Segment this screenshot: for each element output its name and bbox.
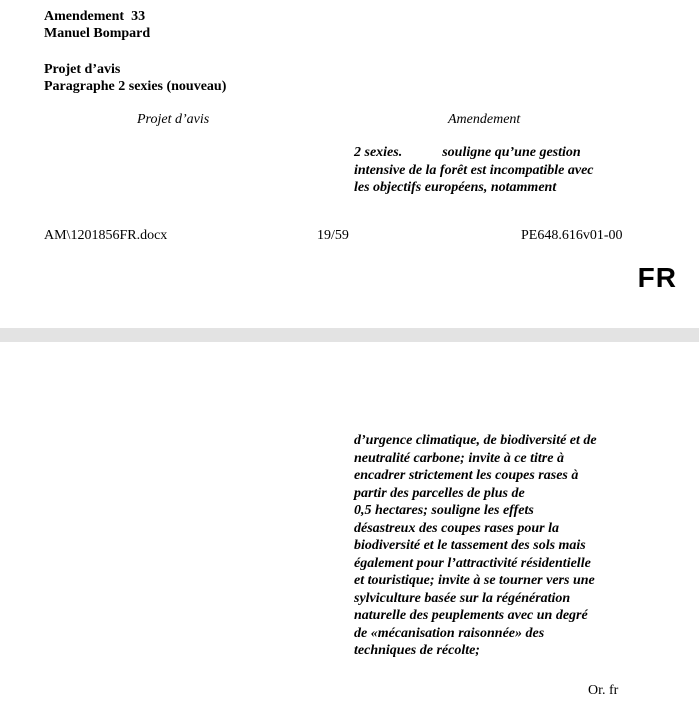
amendment-line: de «mécanisation raisonnée» des — [354, 625, 545, 641]
footer-page-number: 19/59 — [317, 228, 349, 243]
amendment-line: intensive de la forêt est incompatible avec — [354, 162, 594, 178]
amendment-line: partir des parcelles de plus de — [354, 485, 525, 501]
amendment-line: les objectifs européens, notamment — [354, 180, 557, 195]
original-language: Or. fr — [588, 683, 619, 698]
document-page-2 — [0, 342, 699, 706]
amendment-line: biodiversité et le tassement des sols mais — [354, 538, 586, 553]
language-code: FR — [637, 262, 677, 293]
amendment-first-line — [354, 144, 634, 162]
page-separator — [0, 328, 699, 342]
amendment-line: désastreux des coupes rases pour la — [354, 520, 559, 536]
amendment-first-line-text: souligne qu’une gestion — [442, 145, 581, 160]
amendment-line: encadrer strictement les coupes rases à — [354, 468, 579, 483]
document-page-1 — [0, 0, 699, 328]
amendment-line: neutralité carbone; invite à ce titre à — [354, 450, 564, 466]
footer-pe-number: PE648.616v01-00 — [521, 228, 623, 243]
amendment-number: Amendement 33 — [44, 9, 146, 24]
amendment-line: et touristique; invite à se tourner vers une — [354, 573, 595, 588]
column-heading-draft-opinion: Projet d’avis — [137, 112, 210, 127]
column-heading-amendment: Amendement — [448, 112, 521, 127]
amendment-text-part-1 — [354, 144, 634, 197]
amendment-line: 0,5 hectares; souligne les effets — [354, 503, 534, 518]
amendment-line: naturelle des peuplements avec un degré — [354, 608, 588, 623]
amendment-author: Manuel Bompard — [44, 26, 151, 41]
document-type: Projet d’avis — [44, 62, 121, 77]
amendment-line: techniques de récolte; — [354, 643, 480, 658]
amendment-line: d’urgence climatique, de biodiversité et de — [354, 433, 597, 448]
footer-document-reference: AM\1201856FR.docx — [44, 228, 168, 243]
paragraph-reference: Paragraphe 2 sexies (nouveau) — [44, 79, 227, 94]
amendment-line: également pour l’attractivité résidentielle — [354, 555, 591, 571]
amendment-line: sylviculture basée sur la régénération — [354, 590, 571, 606]
amendment-text-part-2 — [354, 432, 634, 660]
amendment-label: 2 sexies. — [354, 145, 403, 160]
